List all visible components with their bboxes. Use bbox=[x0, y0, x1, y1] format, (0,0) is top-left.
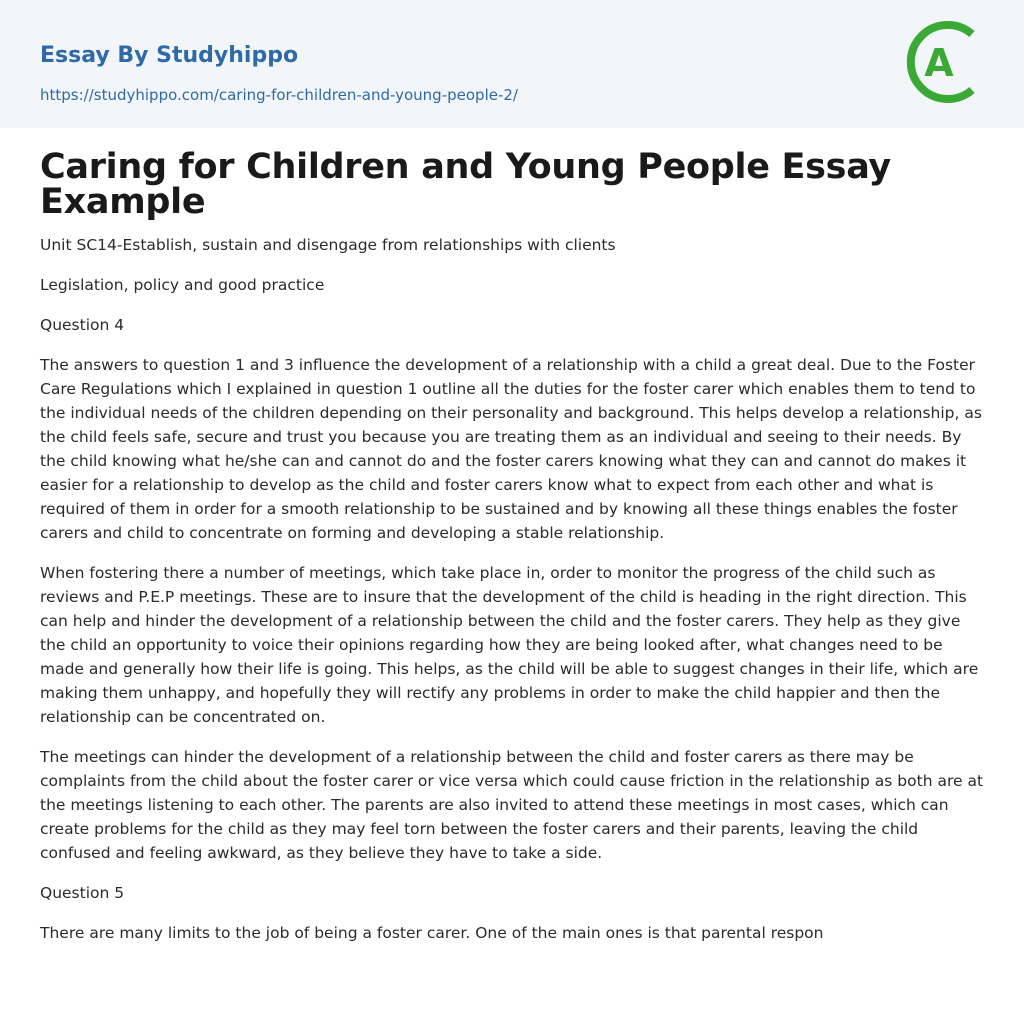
paragraph: When fostering there a number of meetings, which take place in, order to monitor the progress of the child such as reviews and P.E.P meetings. These are to insure that the development of the child is heading in the right direction. This can help and hinder the development of a relationship between the child and the foster carers. They help as they give the child an opportunity to voice their opinions regarding how they are being looked after, what changes need to be made and generally how their life is going. This helps, as the child will be able to suggest changes in their life, which are making them unhappy, and hopefully they will rectify any problems in order to make the child happier and then the relationship can be concentrated on. bbox=[40, 564, 979, 726]
paragraph-truncated: There are many limits to the job of being a foster carer. One of the main ones is that parental respon bbox=[40, 924, 824, 942]
paragraph: The meetings can hinder the development of a relationship between the child and foster carers as there may be complaints from the child about the foster carer or vice versa which could cause friction in the relationship as both are at the meetings listening to each other. The parents are also invited to attend these meetings in most cases, which can create problems for the child as they may feel torn between the foster carers and their parents, leaving the child confused and feeling awkward, as they believe they have to take a side. bbox=[40, 748, 984, 862]
logo-letter: A bbox=[924, 41, 954, 85]
paragraph-unit: Unit SC14-Establish, sustain and disengage from relationships with clients bbox=[40, 236, 616, 254]
question-heading: Question 5 bbox=[40, 884, 125, 902]
paragraph: The answers to question 1 and 3 influence the development of a relationship with a child a great deal. Due to the Foster Care Regulations which I explained in question 1 outline all the duties for the foster carer which enables them to tend to the individual needs of the children depending on their personality and background. This helps develop a relationship, as the child feels safe, secure and trust you because you are treating them as an individual and seeing to their needs. By the child knowing what he/she can and cannot do and the foster carers knowing what they can and cannot do makes it easier for a relationship to develop as the child and foster carers know what to expect from each other and what is required of them in order for a smooth relationship to be sustained and by knowing all these things enables the foster carers and child to concentrate on forming and developing a stable relationship. bbox=[40, 356, 982, 542]
studyhippo-logo-icon[interactable] bbox=[904, 20, 986, 104]
page-title: Caring for Children and Young People Essay Example bbox=[40, 147, 891, 222]
site-header bbox=[0, 0, 1024, 128]
brand-title[interactable]: Essay By Studyhippo bbox=[40, 43, 299, 68]
question-heading: Question 4 bbox=[40, 316, 125, 334]
source-url-link[interactable]: https://studyhippo.com/caring-for-children-and-young-people-2/ bbox=[40, 86, 518, 104]
paragraph-subtitle: Legislation, policy and good practice bbox=[40, 276, 325, 294]
article bbox=[40, 147, 984, 945]
